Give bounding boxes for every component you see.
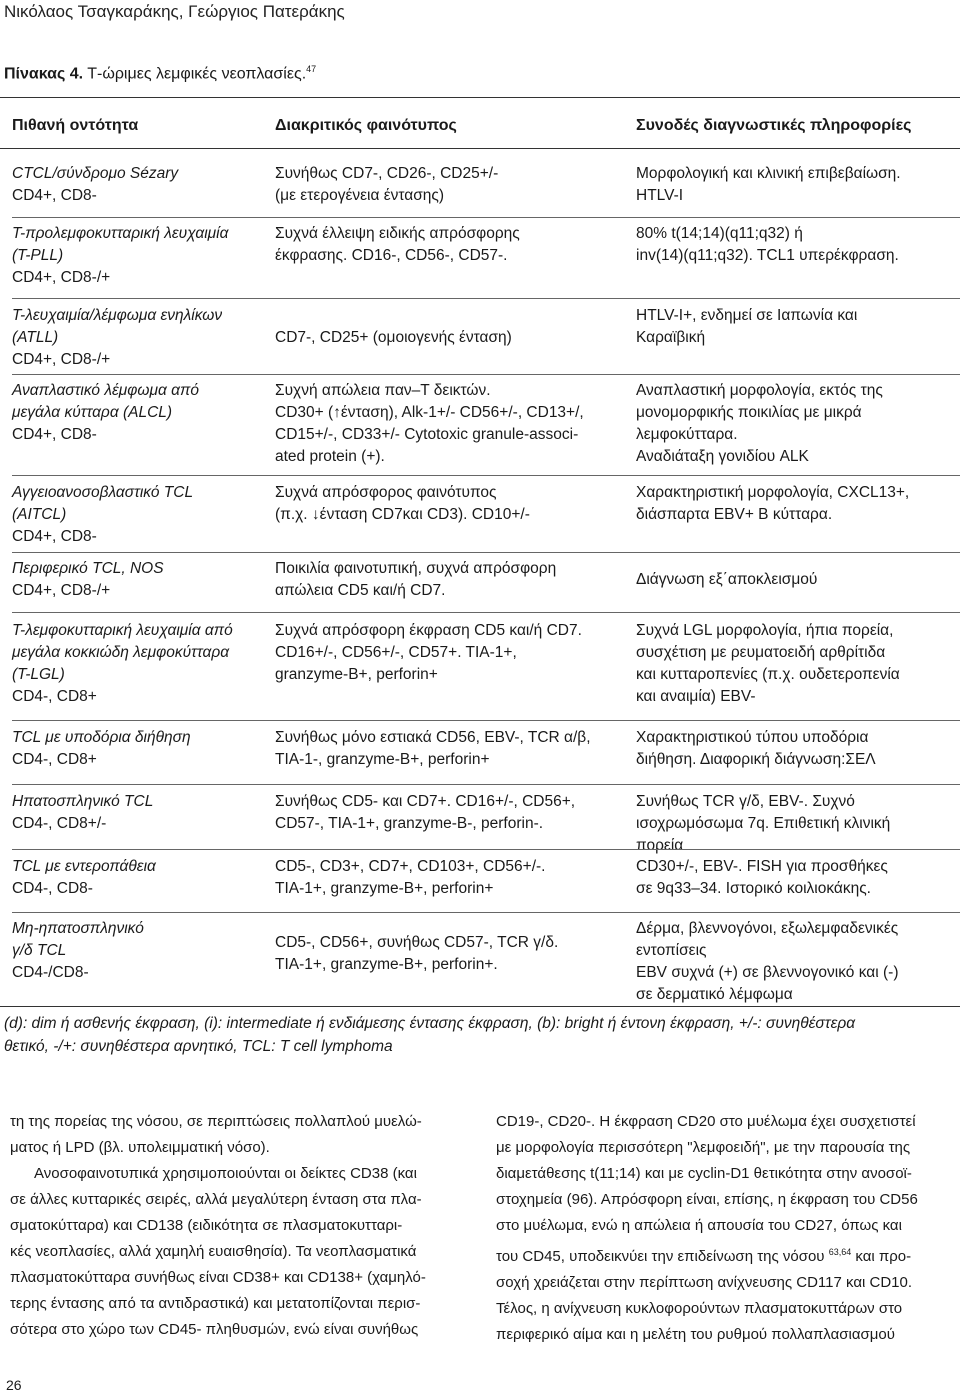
phenotype-line: απώλεια CD5 και/ή CD7.	[275, 582, 446, 599]
phenotype-line: Συνήθως μόνο εστιακά CD56, EBV-, TCR α/β,	[275, 729, 591, 746]
entity-name-line: (AITCL)	[12, 506, 67, 523]
info-line: σε δερματικό λέμφωμα	[636, 986, 793, 1003]
cell-phenotype	[275, 791, 635, 835]
cell-phenotype	[275, 932, 635, 976]
phenotype-line: Συχνά έλλειψη ειδικής απρόσφορης	[275, 225, 520, 242]
body-line-text: του CD45, υποδεικνύει την επιδείνωση της νόσου	[496, 1248, 825, 1265]
entity-marker-line: CD4+, CD8-	[12, 426, 97, 443]
cell-phenotype	[275, 327, 635, 349]
table-caption-label: Πίνακας 4.	[4, 65, 84, 83]
cell-phenotype	[275, 223, 635, 267]
phenotype-line: έκφρασης. CD16-, CD56-, CD57-.	[275, 247, 508, 264]
entity-marker-line: CD4-/CD8-	[12, 964, 89, 981]
cell-phenotype	[275, 482, 635, 526]
table-header-entity: Πιθανή οντότητα	[12, 117, 139, 134]
info-line: CD30+/-, EBV-. FISH για προσθήκες	[636, 858, 888, 875]
cell-entity	[12, 558, 267, 602]
info-line: EBV συχνά (+) σε βλεννογονικό και (-)	[636, 964, 899, 981]
table-header-rule	[0, 148, 960, 149]
cell-info	[636, 305, 956, 349]
entity-marker-line: CD4-, CD8+	[12, 688, 97, 705]
info-line: inv(14)(q11;q32). TCL1 υπερέκφραση.	[636, 247, 899, 264]
info-line: σε 9q33–34. Ιστορικό κοιλιοκάκης.	[636, 880, 871, 897]
info-line: Καραϊβική	[636, 329, 706, 346]
entity-name-line: μεγάλα κύτταρα (ALCL)	[12, 404, 173, 421]
info-line: διάσπαρτα EBV+ B κύτταρα.	[636, 506, 833, 523]
body-text-left-column	[10, 1109, 465, 1343]
body-line: διαμετάθεσης t(11;14) και με cyclin-D1 θετικότητα στην ανοσοϊ-	[496, 1165, 912, 1182]
footnote-line: θετικό, -/+: συνηθέστερα αρνητικό, TCL: T cell lymphoma	[4, 1038, 393, 1055]
table-top-rule	[0, 97, 960, 98]
info-line: Μορφολογική και κλινική επιβεβαίωση.	[636, 165, 901, 182]
phenotype-line: Συχνά απρόσφορη έκφραση CD5 και/ή CD7.	[275, 622, 582, 639]
entity-name-line: (T-PLL)	[12, 247, 64, 264]
entity-name-line: (ATLL)	[12, 329, 59, 346]
phenotype-line: TIA-1-, granzyme-B+, perforin+	[275, 751, 490, 768]
entity-marker-line: CD4-, CD8+	[12, 751, 97, 768]
body-line: πλασματοκύτταρα συνήθως είναι CD38+ και CD138+ (χαμηλό-	[10, 1269, 426, 1286]
row-divider	[12, 612, 960, 613]
body-line: Ανοσοφαινοτυπικά χρησιμοποιούνται οι δείκτες CD38 (και	[34, 1165, 417, 1182]
row-divider	[12, 912, 960, 913]
body-line: κές νεοπλασίες, αλλά χαμηλή ευαισθησία). Τα νεοπλασματικά	[10, 1243, 417, 1260]
entity-name-line: Τ-προλεμφοκυτταρική λευχαιμία	[12, 225, 229, 242]
phenotype-line: Συχνή απώλεια παν–Τ δεικτών.	[275, 382, 491, 399]
cell-entity	[12, 791, 267, 835]
cell-entity	[12, 856, 267, 900]
body-line: ματος ή LPD (βλ. υπολειμματική νόσο).	[10, 1139, 270, 1156]
phenotype-line: CD15+/-, CD33+/- Cytotoxic granule-associ-	[275, 426, 579, 443]
entity-marker-line: CD4-, CD8+/-	[12, 815, 107, 832]
entity-name-line: Αγγειοανοσοβλαστικό TCL	[12, 484, 194, 501]
cell-entity	[12, 223, 267, 289]
body-text-right-column	[496, 1109, 956, 1348]
phenotype-line: CD30+ (↑ένταση), Alk-1+/- CD56+/-, CD13+/,	[275, 404, 584, 421]
phenotype-line: Συνήθως CD7-, CD26-, CD25+/-	[275, 165, 499, 182]
info-line: Χαρακτηριστική μορφολογία, CXCL13+,	[636, 484, 910, 501]
entity-name-line: μεγάλα κοκκιώδη λεμφοκύτταρα	[12, 644, 230, 661]
phenotype-line: CD7-, CD25+ (ομοιογενής ένταση)	[275, 329, 512, 346]
phenotype-line: ated protein (+).	[275, 448, 385, 465]
info-line: HTLV-I+, ενδημεί σε Ιαπωνία και	[636, 307, 858, 324]
table-caption-text: Τ-ώριμες λεμφικές νεοπλασίες.	[83, 65, 307, 83]
info-line: 80% t(14;14)(q11;q32) ή	[636, 225, 803, 242]
entity-marker-line: CD4+, CD8-	[12, 187, 97, 204]
cell-info	[636, 791, 956, 857]
info-line: Διάγνωση εξ΄αποκλεισμού	[636, 571, 818, 588]
info-line: λεμφοκύτταρα.	[636, 426, 738, 443]
cell-phenotype	[275, 727, 635, 771]
row-divider	[12, 552, 960, 553]
table-header-info: Συνοδές διαγνωστικές πληροφορίες	[636, 117, 912, 134]
phenotype-line: (π.χ. ↓ένταση CD7και CD3). CD10+/-	[275, 506, 530, 523]
cell-info	[636, 482, 956, 526]
entity-name-line: Τ-λεμφοκυτταρική λευχαιμία από	[12, 622, 233, 639]
body-line: σε άλλες κυτταρικές σειρές, αλλά μεγαλύτερη ένταση στα πλα-	[10, 1191, 422, 1208]
info-line: μονομορφικής ποικιλίας με μικρά	[636, 404, 862, 421]
entity-name-line: Περιφερικό TCL, NOS	[12, 560, 164, 577]
table-bottom-rule	[0, 1006, 960, 1007]
cell-info	[636, 380, 956, 468]
cell-info	[636, 856, 956, 900]
info-line: Αναδιάταξη γονιδίου ALK	[636, 448, 809, 465]
phenotype-line: Συνήθως CD5- και CD7+. CD16+/-, CD56+,	[275, 793, 576, 810]
table-caption-ref: 47	[306, 64, 317, 74]
phenotype-line: Ποικιλία φαινοτυπική, συχνά απρόσφορη	[275, 560, 557, 577]
info-line: και αναιμία) EBV-	[636, 688, 756, 705]
cell-entity	[12, 482, 267, 548]
cell-phenotype	[275, 558, 635, 602]
table-footnote	[4, 1012, 954, 1058]
info-line: συσχέτιση με ρευματοειδή αρθρίτιδα	[636, 644, 886, 661]
table-header-phenotype: Διακριτικός φαινότυπος	[275, 117, 457, 134]
cell-info	[636, 569, 956, 591]
entity-name-line: Μη-ηπατοσπληνικό	[12, 920, 144, 937]
info-line: Συνήθως TCR γ/δ, EBV-. Συχνό	[636, 793, 855, 810]
info-line: διήθηση. Διαφορική διάγνωση:ΣΕΛ	[636, 751, 876, 768]
body-line: CD19-, CD20-. Η έκφραση CD20 στο μυέλωμα έχει συσχετιστεί	[496, 1113, 916, 1130]
body-line: στο μυέλωμα, ενώ η απώλεια ή απουσία του CD27, όπως και	[496, 1217, 902, 1234]
entity-name-line: (T-LGL)	[12, 666, 65, 683]
cell-info	[636, 918, 956, 1006]
entity-marker-line: CD4+, CD8-/+	[12, 351, 111, 368]
cell-info	[636, 163, 956, 207]
entity-marker-line: CD4+, CD8-/+	[12, 582, 111, 599]
body-line: τη της πορείας της νόσου, σε περιπτώσεις πολλαπλού μυελώ-	[10, 1113, 422, 1130]
body-line: σοχή χρειάζεται στην περίπτωση ανίχνευσης CD117 και CD10.	[496, 1274, 913, 1291]
row-divider	[12, 298, 960, 299]
table-caption	[4, 64, 316, 83]
body-line: σματοκύτταρα) και CD138 (ειδικότητα σε πλασματοκυτταρι-	[10, 1217, 403, 1234]
row-divider	[12, 784, 960, 785]
cell-phenotype	[275, 380, 635, 468]
entity-name-line: TCL με υποδόρια διήθηση	[12, 729, 191, 746]
running-header-authors: Νικόλαος Τσαγκαράκης, Γεώργιος Πατεράκης	[4, 2, 345, 21]
entity-name-line: Ηπατοσπληνικό TCL	[12, 793, 154, 810]
entity-name-line: Τ-λευχαιμία/λέμφωμα ενηλίκων	[12, 307, 223, 324]
cell-info	[636, 620, 956, 708]
row-divider	[12, 374, 960, 375]
cell-entity	[12, 305, 267, 371]
info-line: εντοπίσεις	[636, 942, 707, 959]
info-line: HTLV-I	[636, 187, 684, 204]
cell-phenotype	[275, 620, 635, 686]
body-line: τερης έντασης από τα αντιδραστικά) και μετατοπίζονται περισ-	[10, 1295, 421, 1312]
cell-entity	[12, 620, 267, 708]
info-line: Συχνά LGL μορφολογία, ήπια πορεία,	[636, 622, 894, 639]
phenotype-line: TIA-1+, granzyme-B+, perforin+.	[275, 956, 498, 973]
entity-name-line: TCL με εντεροπάθεια	[12, 858, 156, 875]
entity-marker-line: CD4-, CD8-	[12, 880, 93, 897]
body-line: στοχημεία (96). Απρόσφορη είναι, επίσης, η έκφραση του CD56	[496, 1191, 918, 1208]
phenotype-line: Συχνά απρόσφορος φαινότυπος	[275, 484, 497, 501]
cell-phenotype	[275, 856, 635, 900]
body-line: σότερα στο χώρο των CD45- πληθυσμών, ενώ είναι συνήθως	[10, 1321, 419, 1338]
info-line: Αναπλαστική μορφολογία, εκτός της	[636, 382, 883, 399]
entity-name-line: CTCL/σύνδρομο Sézary	[12, 165, 179, 182]
row-divider	[12, 217, 960, 218]
row-divider	[12, 849, 960, 850]
cell-entity	[12, 918, 267, 984]
footnote-line: (d): dim ή ασθενής έκφραση, (i): intermediate ή ενδιάμεσης έντασης έκφραση, (b): bright ή έντονη έκφραση, +/-: συνηθέστερα	[4, 1015, 856, 1032]
entity-name-line: γ/δ TCL	[12, 942, 67, 959]
info-line: ισοχρωμόσωμα 7q. Επιθετική κλινική	[636, 815, 891, 832]
cell-entity	[12, 727, 267, 771]
phenotype-line: TIA-1+, granzyme-B+, perforin+	[275, 880, 494, 897]
cell-info	[636, 727, 956, 771]
entity-marker-line: CD4+, CD8-	[12, 528, 97, 545]
cell-phenotype	[275, 163, 635, 207]
page-number: 26	[6, 1377, 22, 1393]
phenotype-line: granzyme-B+, perforin+	[275, 666, 438, 683]
body-line: Τέλος, η ανίχνευση κυκλοφορούντων πλασματοκυττάρων στο	[496, 1300, 903, 1317]
cell-entity	[12, 163, 267, 207]
body-line: με μορφολογία περισσότερη "λεμφοειδή", με την παρουσία της	[496, 1139, 911, 1156]
phenotype-line: CD5-, CD3+, CD7+, CD103+, CD56+/-.	[275, 858, 546, 875]
body-line-tail: και προ-	[851, 1248, 912, 1265]
entity-marker-line: CD4+, CD8-/+	[12, 269, 111, 286]
cell-info	[636, 223, 956, 267]
cell-entity	[12, 380, 267, 446]
phenotype-line: (με ετερογένεια έντασης)	[275, 187, 445, 204]
citation-ref: 63,64	[828, 1247, 852, 1257]
phenotype-line: CD16+/-, CD56+/-, CD57+. TIA-1+,	[275, 644, 517, 661]
info-line: Δέρμα, βλεννογόνοι, εξωλεμφαδενικές	[636, 920, 899, 937]
entity-name-line: Αναπλαστικό λέμφωμα από	[12, 382, 199, 399]
info-line: Χαρακτηριστικού τύπου υποδόρια	[636, 729, 869, 746]
phenotype-line: CD5-, CD56+, συνήθως CD57-, TCR γ/δ.	[275, 934, 559, 951]
info-line: και κυτταροπενίες (π.χ. ουδετεροπενία	[636, 666, 900, 683]
body-line: περιφερικό αίμα και η μελέτη του ρυθμού πολλαπλασιασμού	[496, 1326, 895, 1343]
phenotype-line: CD57-, TIA-1+, granzyme-B-, perforin-.	[275, 815, 544, 832]
row-divider	[12, 475, 960, 476]
info-line: πορεία	[636, 837, 684, 854]
row-divider	[12, 720, 960, 721]
body-line	[496, 1239, 956, 1270]
